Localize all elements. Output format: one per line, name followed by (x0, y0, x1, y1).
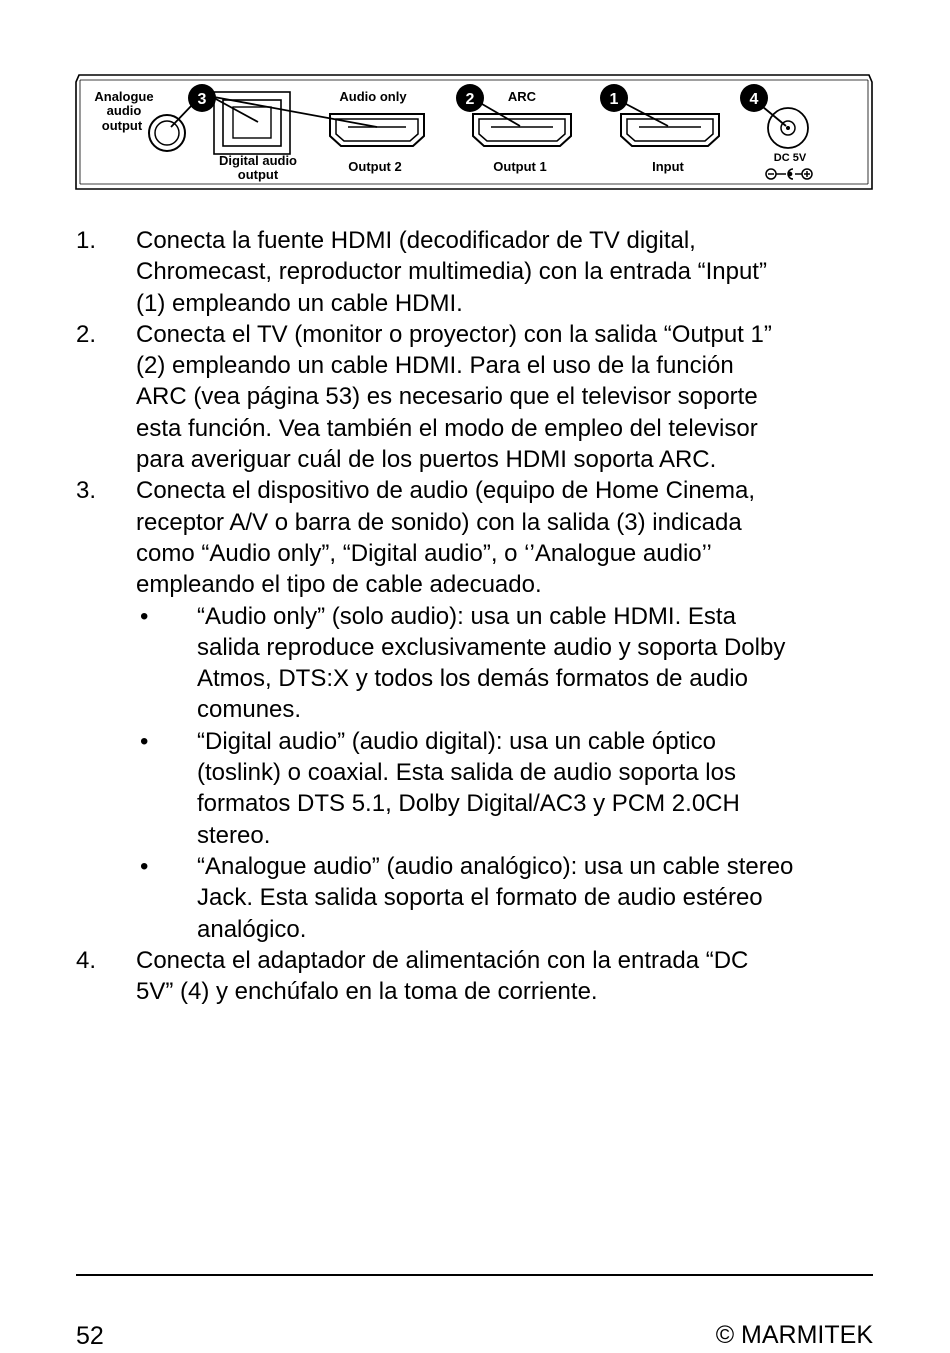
rear-panel-diagram (74, 72, 874, 194)
output1-label: Output 1 (493, 159, 547, 174)
bullet-line: “Digital audio” (audio digital): usa un cable óptico (197, 727, 716, 755)
step-line: ARC (vea página 53) es necesario que el televisor soporte (136, 383, 758, 411)
badge-4 (740, 84, 768, 112)
bullet-line: Atmos, DTS:X y todos los demás formatos de audio (197, 665, 748, 693)
bullet-mark: • (140, 727, 149, 755)
bullet-line: “Audio only” (solo audio): usa un cable HDMI. Esta (197, 602, 736, 630)
svg-text:2: 2 (465, 91, 475, 108)
step-number: 4. (76, 946, 97, 974)
badge-1 (600, 84, 628, 112)
bullet-line: comunes. (197, 696, 302, 724)
input-label: Input (652, 159, 684, 174)
step-4 (76, 945, 876, 1008)
step-line: como “Audio only”, “Digital audio”, o ‘’Analogue audio’’ (136, 539, 712, 567)
arc-label: ARC (507, 89, 537, 104)
step-line: 5V” (4) y enchúfalo en la toma de corriente. (136, 978, 598, 1006)
badge-2 (456, 84, 484, 112)
analogue-label-line3: output (101, 118, 143, 133)
step-number: 3. (76, 477, 97, 505)
bullet-mark: • (140, 602, 149, 630)
step-line: Conecta el dispositivo de audio (equipo de Home Cinema, (136, 477, 756, 505)
bullet-digital-audio (136, 726, 876, 851)
hdmi-input-port (621, 114, 719, 146)
step-line: (1) empleando un cable HDMI. (136, 289, 463, 317)
digital-label-line2: output (237, 167, 279, 182)
digital-audio-port (214, 92, 290, 154)
audio-only-label: Audio only (339, 89, 407, 104)
step-line: Conecta el adaptador de alimentación con la entrada “DC (136, 946, 749, 974)
step-2 (76, 319, 876, 475)
step-line: esta función. Vea también el modo de empleo del televisor (136, 414, 758, 442)
digital-label-line1: Digital audio (219, 153, 297, 168)
bullet-line: salida reproduce exclusivamente audio y soporta Dolby (197, 633, 786, 661)
analogue-label-line1: Analogue (94, 89, 154, 104)
dc-label: DC 5V (773, 152, 807, 164)
bullet-audio-only (136, 601, 876, 726)
step-line: receptor A/V o barra de sonido) con la salida (3) indicada (136, 508, 742, 536)
step-line: para averiguar cuál de los puertos HDMI soporta ARC. (136, 446, 717, 474)
output2-label: Output 2 (348, 159, 402, 174)
bullet-line: analógico. (197, 915, 307, 943)
audio-output-bullets (136, 601, 876, 945)
step-line: Conecta el TV (monitor o proyector) con la salida “Output 1” (136, 320, 772, 348)
step-number: 1. (76, 227, 97, 254)
bullet-line: (toslink) o coaxial. Esta salida de audio soporta los (197, 759, 736, 787)
svg-text:1: 1 (609, 91, 619, 108)
step-line: empleando el tipo de cable adecuado. (136, 571, 542, 599)
step-line: Chromecast, reproductor multimedia) con la entrada “Input” (136, 258, 767, 286)
copyright-notice: © MARMITEK (715, 1321, 873, 1349)
svg-text:3: 3 (197, 91, 207, 108)
step-number: 2. (76, 320, 97, 348)
step-line: Conecta la fuente HDMI (decodificador de TV digital, (136, 227, 696, 254)
hdmi-output2-port (330, 114, 424, 146)
badge-3 (188, 84, 216, 112)
page-number: 52 (76, 1322, 104, 1350)
analogue-audio-jack (149, 115, 185, 151)
footer-divider (76, 1274, 873, 1276)
step-3 (76, 475, 876, 944)
dc-power-jack (768, 108, 808, 148)
svg-text:4: 4 (749, 91, 759, 108)
analogue-label-line2: audio (106, 103, 142, 118)
bullet-line: formatos DTS 5.1, Dolby Digital/AC3 y PCM 2.0CH (197, 790, 740, 818)
step-line: (2) empleando un cable HDMI. Para el uso de la función (136, 352, 734, 380)
instruction-list (76, 225, 876, 1007)
hdmi-output1-port (473, 114, 571, 146)
bullet-line: “Analogue audio” (audio analógico): usa un cable stereo (197, 852, 794, 880)
step-1 (76, 225, 876, 319)
bullet-mark: • (140, 852, 149, 880)
bullet-analogue-audio (136, 851, 876, 945)
bullet-line: stereo. (197, 821, 271, 849)
bullet-line: Jack. Esta salida soporta el formato de audio estéreo (197, 884, 763, 912)
